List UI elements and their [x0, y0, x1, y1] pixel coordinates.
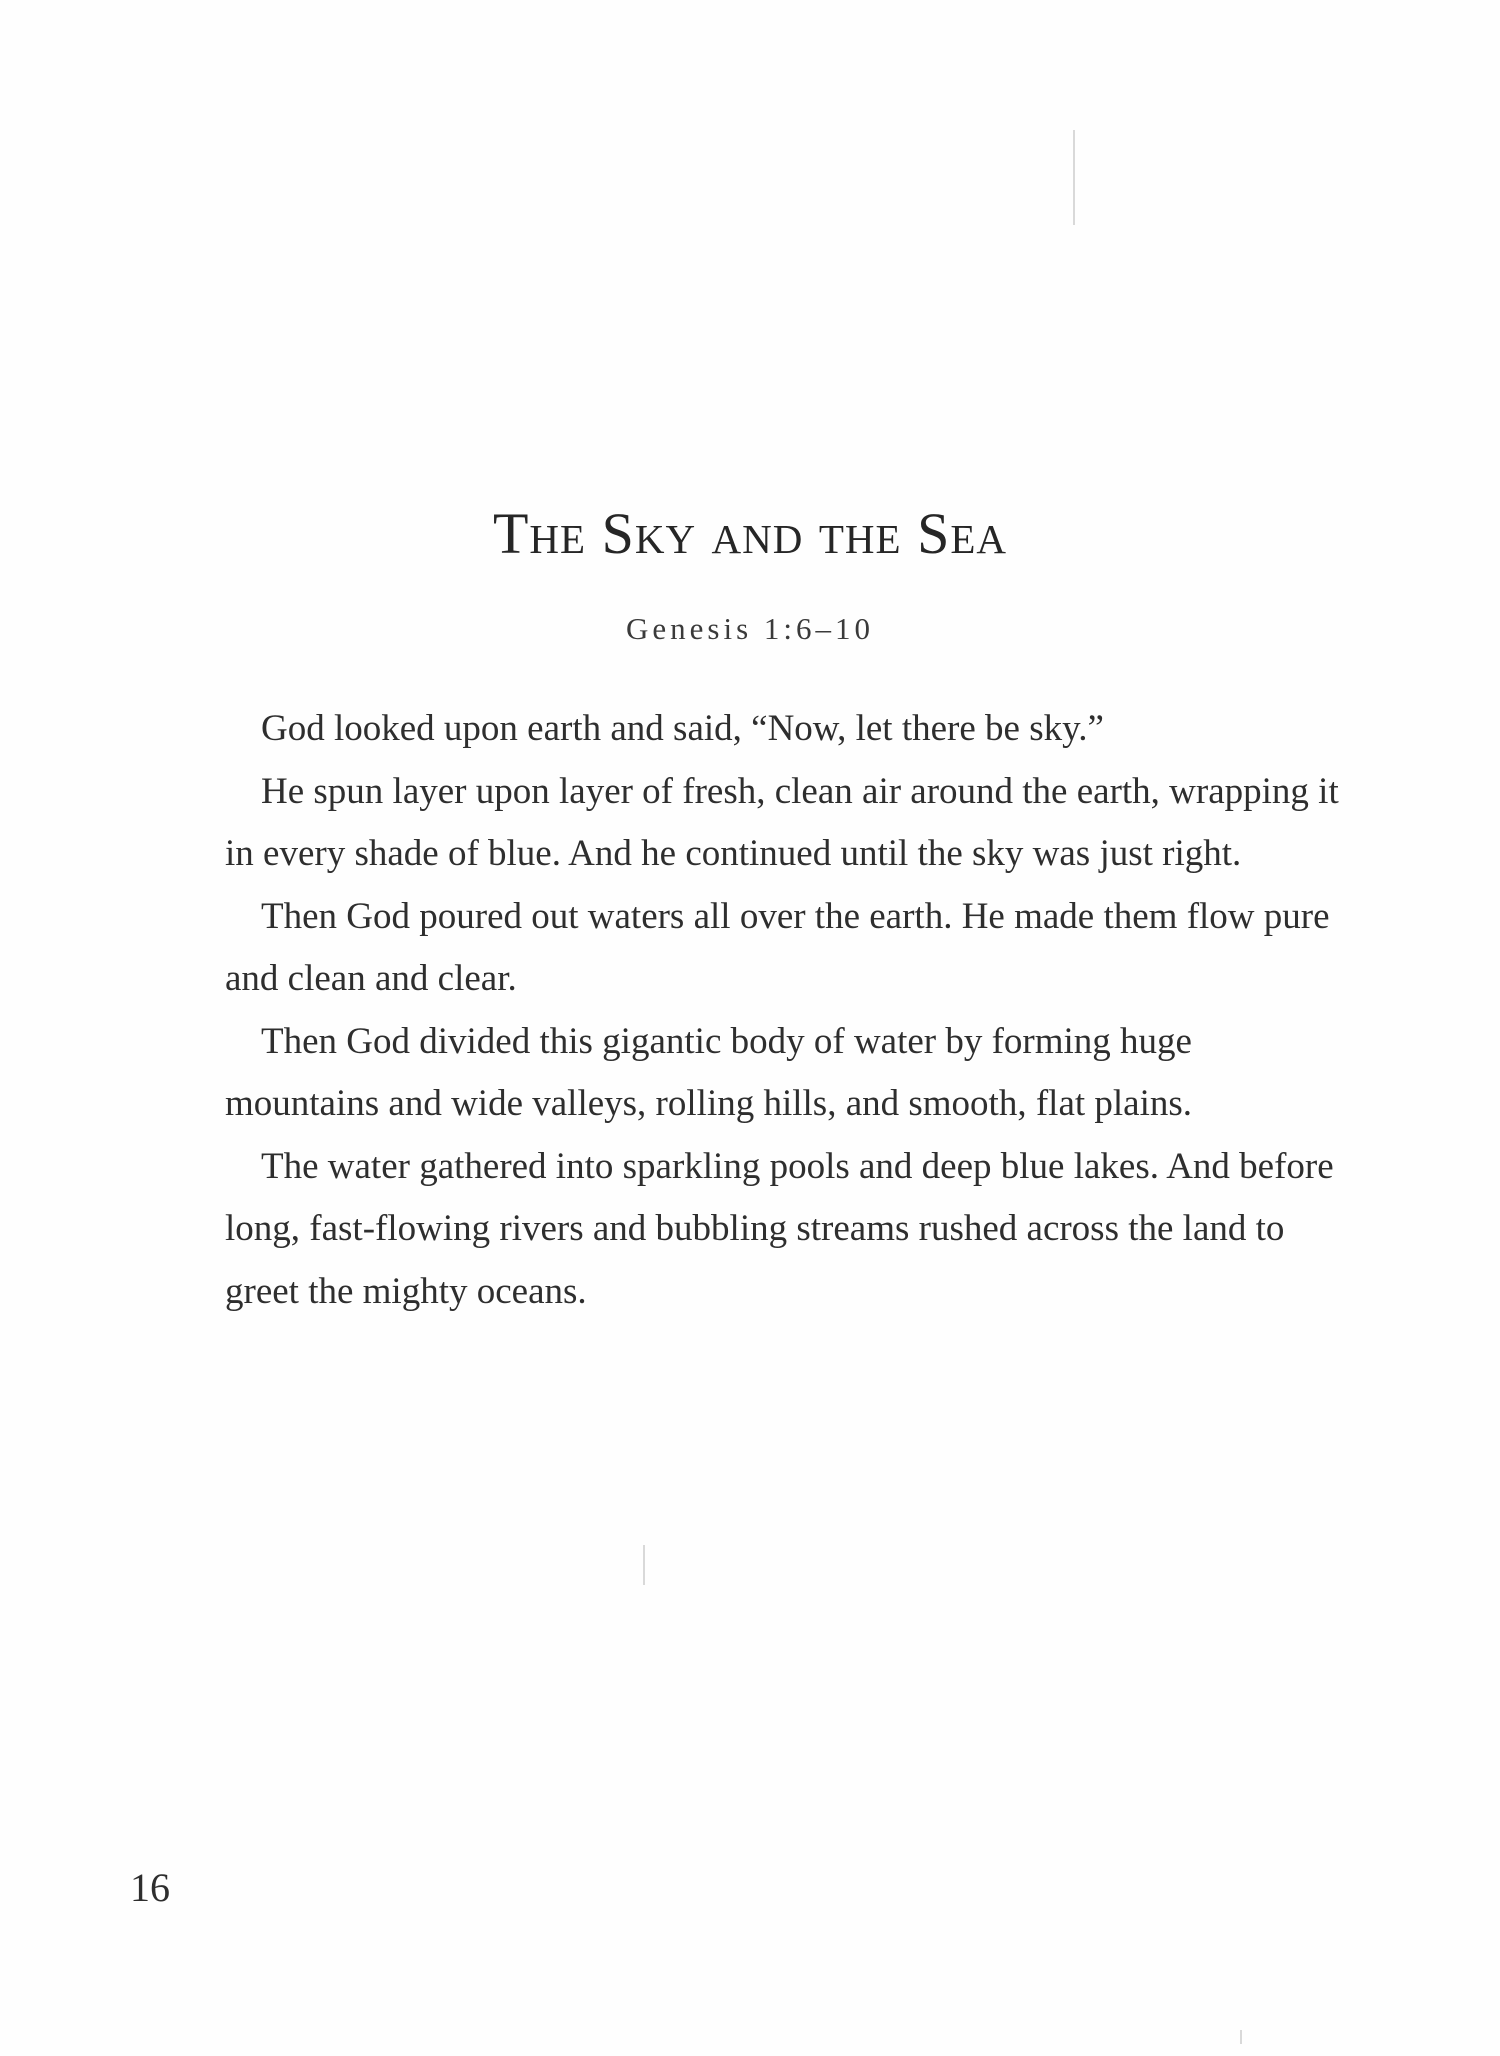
scan-mark — [1073, 130, 1075, 225]
paragraph: Then God divided this gigantic body of water by forming huge mountains and wide valleys, rolling hills, and smooth, flat plains. — [225, 1020, 1193, 1124]
scan-mark — [643, 1545, 645, 1585]
story-body — [225, 698, 1355, 1323]
paragraph: God looked upon earth and said, “Now, let there be sky.” — [261, 708, 1104, 749]
page-number: 16 — [130, 1865, 170, 1910]
scan-mark — [1240, 2030, 1242, 2044]
paragraph: He spun layer upon layer of fresh, clean air around the earth, wrapping it in every shade of blue. And he continued until the sky was just right. — [225, 770, 1339, 874]
scripture-reference: Genesis 1:6–10 — [625, 611, 874, 646]
paragraph: Then God poured out waters all over the earth. He made them flow pure and clean and clear. — [225, 895, 1330, 999]
story-title: The Sky and the Sea — [493, 501, 1007, 566]
paragraph: The water gathered into sparkling pools and deep blue lakes. And before long, fast-flowing rivers and bubbling streams rushed across the land to greet the mighty oceans. — [225, 1145, 1334, 1312]
